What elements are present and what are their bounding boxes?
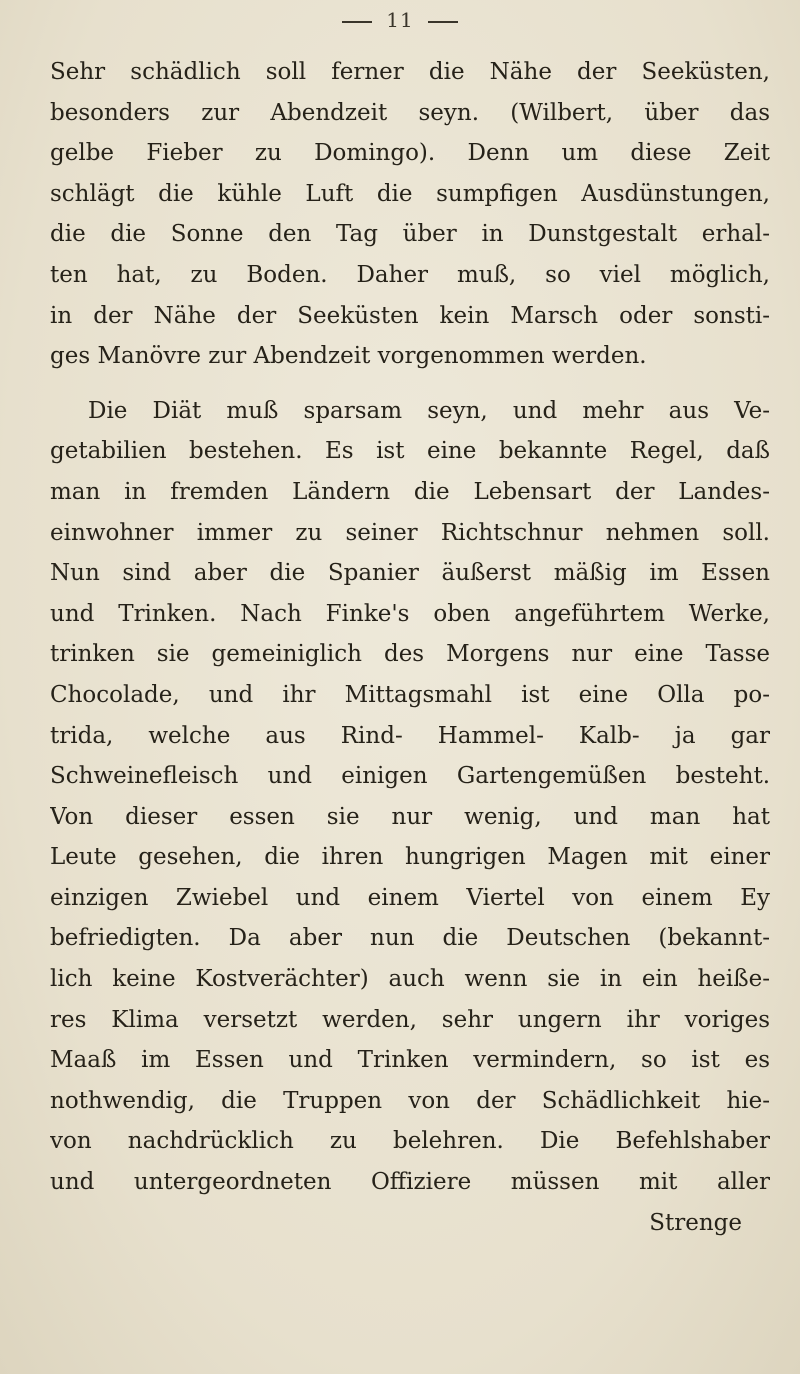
text-line: trida, welche aus Rind- Hammel- Kalb- ja gar bbox=[50, 722, 770, 749]
text-line: Sehr schädlich soll ferner die Nähe der Seeküsten, bbox=[50, 59, 770, 85]
text-line: ten hat, zu Boden. Daher muß, so viel möglich, bbox=[50, 261, 770, 288]
text-line: die die Sonne den Tag über in Dunstgestalt erhal- bbox=[50, 221, 770, 248]
text-line: und untergeordneten Offiziere müssen mit aller bbox=[50, 1169, 770, 1196]
text-line: einwohner immer zu seiner Richtschnur nehmen soll. bbox=[50, 519, 770, 546]
text-line: trinken sie gemeiniglich des Morgens nur eine Tasse bbox=[50, 641, 770, 668]
text-line: und Trinken. Nach Finke's oben angeführtem Werke, bbox=[50, 600, 770, 627]
text-line: Von dieser essen sie nur wenig, und man hat bbox=[50, 803, 770, 830]
header-dash-right bbox=[428, 21, 458, 23]
text-line: Leute gesehen, die ihren hungrigen Magen mit einer bbox=[50, 844, 770, 871]
text-line: Maaß im Essen und Trinken vermindern, so ist es bbox=[50, 1047, 770, 1074]
text-line: Schweinefleisch und einigen Gartengemüßen besteht. bbox=[50, 763, 770, 790]
catchword: Strenge bbox=[649, 1209, 742, 1236]
text-line: einzigen Zwiebel und einem Viertel von einem Ey bbox=[50, 884, 770, 911]
text-line: ges Manövre zur Abendzeit vorgenommen werden. bbox=[50, 343, 647, 370]
text-line: res Klima versetzt werden, sehr ungern ihr voriges bbox=[50, 1006, 770, 1033]
text-line: von nachdrücklich zu belehren. Die Befehlshaber bbox=[50, 1128, 770, 1155]
paragraph-break bbox=[50, 377, 770, 391]
text-line: befriedigten. Da aber nun die Deutschen (bekannt- bbox=[50, 925, 770, 952]
text-line: schlägt die kühle Luft die sumpfigen Ausdünstungen, bbox=[50, 180, 770, 207]
page-header bbox=[0, 8, 800, 32]
text-line: gelbe Fieber zu Domingo). Denn um diese Zeit bbox=[50, 140, 770, 167]
page-number: 11 bbox=[386, 8, 414, 32]
body-text bbox=[50, 52, 770, 1243]
text-line: getabilien bestehen. Es ist eine bekannte Regel, daß bbox=[50, 438, 770, 465]
text-line: besonders zur Abendzeit seyn. (Wilbert, über das bbox=[50, 99, 770, 126]
text-line: lich keine Kostverächter) auch wenn sie in ein heiße- bbox=[50, 966, 770, 993]
text-line: nothwendig, die Truppen von der Schädlichkeit hie- bbox=[50, 1087, 770, 1114]
text-line: in der Nähe der Seeküsten kein Marsch oder sonsti- bbox=[50, 302, 770, 329]
header-dash-left bbox=[342, 21, 372, 23]
text-line: Chocolade, und ihr Mittagsmahl ist eine Olla po- bbox=[50, 681, 770, 708]
text-line: Nun sind aber die Spanier äußerst mäßig im Essen bbox=[50, 560, 770, 587]
text-line: man in fremden Ländern die Lebensart der Landes- bbox=[50, 478, 770, 505]
text-line: Die Diät muß sparsam seyn, und mehr aus Ve- bbox=[88, 397, 770, 424]
